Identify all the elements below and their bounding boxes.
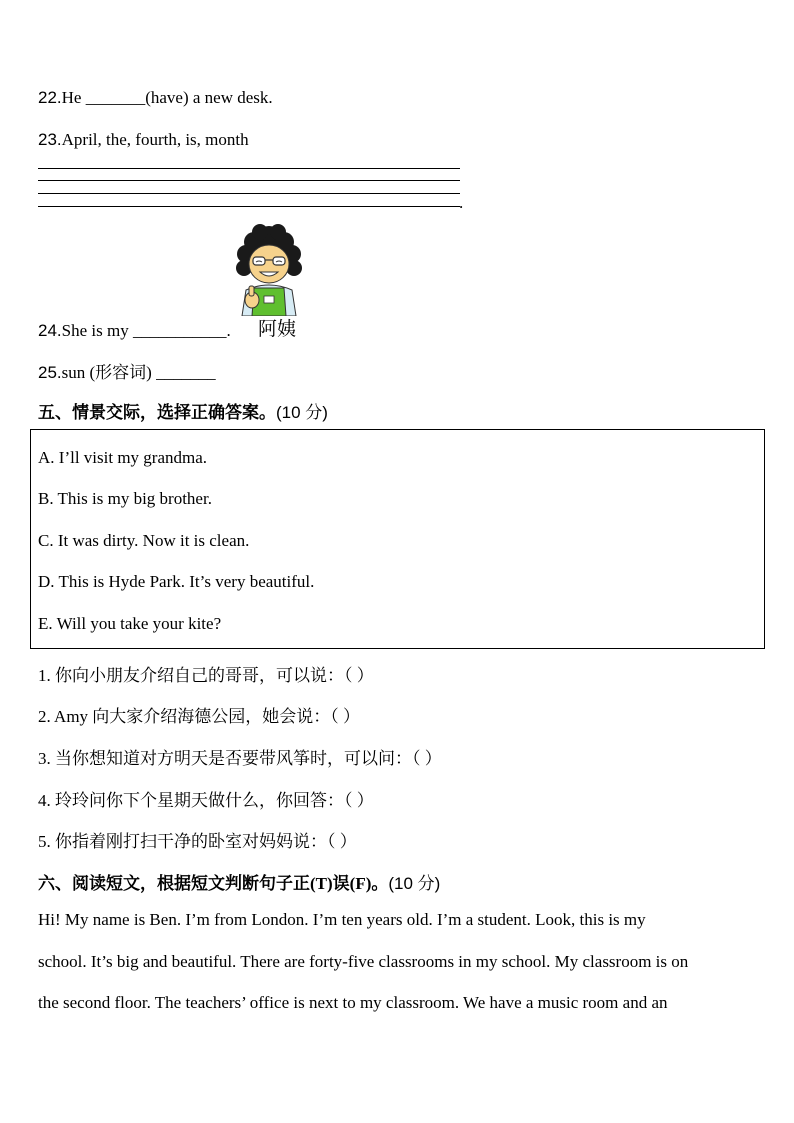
section-score: (10 分)	[388, 874, 441, 893]
answer-end-period: .	[459, 193, 464, 212]
option-b: B. This is my big brother.	[38, 489, 212, 508]
dialog-question-1: 1. 你向小朋友介绍自己的哥哥，可以说：（ ）	[38, 666, 374, 685]
section-5-heading	[38, 398, 328, 423]
dialog-question-3: 3. 当你想知道对方明天是否要带风筝时，可以问：（ ）	[38, 749, 442, 768]
question-text: He _______(have) a new desk.	[61, 88, 273, 107]
question-24	[38, 321, 231, 341]
answer-line[interactable]	[38, 193, 460, 194]
dialog-question-4: 4. 玲玲问你下个星期天做什么，你回答：（ ）	[38, 791, 374, 810]
question-text: sun (形容词) _______	[61, 363, 216, 382]
passage-line-3: the second floor. The teachers’ office is next to my classroom. We have a music room and an	[38, 993, 668, 1012]
question-text: April, the, fourth, is, month	[61, 130, 249, 149]
section-6-heading	[38, 869, 440, 894]
question-25	[38, 358, 216, 383]
option-d: D. This is Hyde Park. It’s very beautiful.	[38, 572, 315, 591]
section-title: 五、情景交际，选择正确答案。	[38, 403, 276, 422]
question-number: 24.	[38, 321, 62, 340]
auntie-caption: 阿姨	[258, 318, 297, 340]
question-text: She is my ___________.	[61, 321, 231, 340]
passage-line-1: Hi! My name is Ben. I’m from London. I’m ten years old. I’m a student. Look, this is my	[38, 910, 646, 929]
answer-line[interactable]	[38, 168, 460, 169]
auntie-illustration	[234, 224, 304, 316]
question-23	[38, 130, 249, 150]
question-number: 25.	[38, 363, 62, 382]
answer-line[interactable]	[38, 206, 460, 207]
auntie-drawing	[234, 224, 304, 316]
answer-line[interactable]	[38, 180, 460, 181]
question-number: 23.	[38, 130, 62, 149]
question-22	[38, 88, 273, 108]
section-title: 六、阅读短文，根据短文判断句子正(T)误(F)。	[38, 874, 389, 893]
question-number: 22.	[38, 88, 62, 107]
section-score: (10 分)	[276, 403, 328, 422]
dialog-question-2: 2. Amy 向大家介绍海德公园，她会说：（ ）	[38, 707, 361, 726]
option-a: A. I’ll visit my grandma.	[38, 448, 208, 467]
dialog-question-5: 5. 你指着刚打扫干净的卧室对妈妈说：（ ）	[38, 832, 357, 851]
passage-line-2: school. It’s big and beautiful. There are forty-five classrooms in my school. My classroom is on	[38, 952, 689, 971]
option-e: E. Will you take your kite?	[38, 614, 222, 633]
option-c: C. It was dirty. Now it is clean.	[38, 531, 250, 550]
